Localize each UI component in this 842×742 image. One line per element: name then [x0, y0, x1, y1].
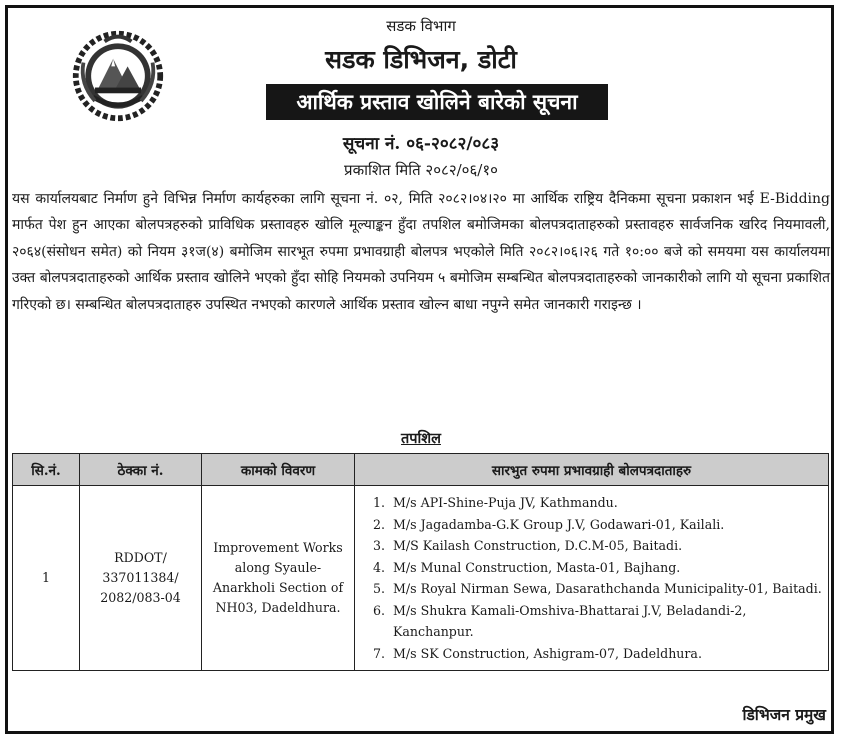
notice-number: सूचना नं. ०६-२०८२/०८३	[342, 134, 500, 154]
cell-serial: 1	[13, 486, 80, 671]
bidders-table	[12, 453, 829, 671]
division-name: सडक डिभिजन, डोटी	[325, 45, 517, 74]
list-item: 1. M/s API-Shine-Puja JV, Kathmandu.	[389, 492, 822, 514]
list-item: 2. M/s Jagadamba-G.K Group J.V, Godawari-01, Kailali.	[389, 514, 822, 536]
cell-contract-no: RDDOT/ 337011384/ 2082/083-04	[80, 486, 202, 671]
header-serial: सि.नं.	[13, 454, 80, 486]
list-item: 7. M/s SK Construction, Ashigram-07, Dadeldhura.	[389, 643, 822, 665]
header-work-description: कामको विवरण	[202, 454, 355, 486]
header-contract-no: ठेक्का नं.	[80, 454, 202, 486]
table-header-row	[13, 454, 829, 486]
list-item: 4. M/s Munal Construction, Masta-01, Bajhang.	[389, 557, 822, 579]
schedule-heading: तपशिल	[401, 430, 441, 447]
header-bidders: सारभुत रुपमा प्रभावग्राही बोलपत्रदाताहरु	[355, 454, 829, 486]
notice-body-paragraph: यस कार्यालयबाट निर्माण हुने विभिन्न निर्माण कार्यहरुका लागि सूचना नं. ०२, मिति २०८२।०४।२० मा आर्थिक राष्ट्रिय दैनिकमा सूचना प्रकाशन भई E-Bidding मार्फत पेश हुन आएका बोलपत्रहरुको प्राविधिक प्रस्तावहरु खोलि मूल्याङ्कन हुँदा तपशिल बमोजिमका बोलपत्रदाताहरुको प्रस्तावहरु सार्वजनिक खरिद नियमावली, २०६४(संसोधन समेत) को नियम ३१ज(४) बमोजिम सारभूत रुपमा प्रभावग्राही बोलपत्र भएकोले मिति २०८२।०६।२६ गते १०:०० बजे को समयमा यस कार्यालयमा उक्त बोलपत्रदाताहरुको आर्थिक प्रस्ताव खोलिने भएको हुँदा सोहि नियमको उपनियम ५ बमोजिम सम्बन्धित बोलपत्रदाताहरुको जानकारीको लागि यो सूचना प्रकाशित गरिएको छ। सम्बन्धित बोलपत्रदाताहरु उपस्थित नभएको कारणले आर्थिक प्रस्ताव खोल्न बाधा नपुग्ने समेत जानकारी गराइन्छ ।	[12, 191, 830, 313]
bidders-list	[365, 492, 822, 664]
notice-title-banner: आर्थिक प्रस्ताव खोलिने बारेको सूचना	[266, 84, 608, 120]
table-row	[13, 486, 829, 671]
department-name: सडक विभाग	[386, 17, 456, 35]
list-item: 5. M/s Royal Nirman Sewa, Dasarathchanda Municipality-01, Baitadi.	[389, 578, 822, 600]
list-item: 3. M/S Kailash Construction, D.C.M-05, Baitadi.	[389, 535, 822, 557]
signature-division-chief: डिभिजन प्रमुख	[742, 706, 826, 724]
cell-work-description: Improvement Works along Syaule-Anarkholi Section of NH03, Dadeldhura.	[202, 486, 355, 671]
cell-bidders	[355, 486, 829, 671]
published-date: प्रकाशित मिति २०८२/०६/१०	[344, 161, 498, 179]
list-item: 6. M/s Shukra Kamali-Omshiva-Bhattarai J.V, Beladandi-2, Kanchanpur.	[389, 600, 822, 643]
